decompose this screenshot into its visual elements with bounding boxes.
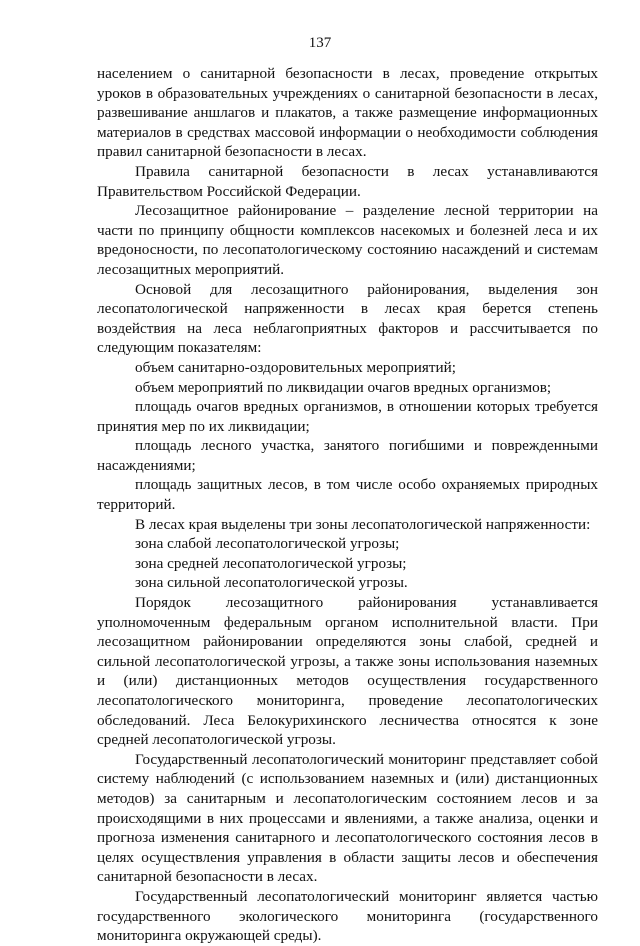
paragraph-zoning-basis: Основой для лесозащитного районирования, выделения зон лесопатологической напряженности в лесах края берется степень воздействия на леса неблагоприятных факторов и рассчитывается по следующим показателям: <box>97 280 598 357</box>
list-item: зона слабой лесопатологической угрозы; <box>135 535 400 553</box>
paragraph-monitoring-definition: Государственный лесопатологический мониторинг представляет собой систему наблюдений (с использованием наземных и (или) дистанционных методов) за санитарным и лесопатологическим состоянием лесов и за происходящими в них процессами и явлениями, а также анализа, оценки и прогноза изменения санитарного и лесопатологического состояния лесов в целях осуществления управления в области защиты лесов и обеспечения санитарной безопасности в лесах. <box>97 750 598 886</box>
list-item: площадь лесного участка, занятого погибшими и поврежденными насаждениями; <box>97 437 598 474</box>
paragraph-zoning-definition: Лесозащитное районирование – разделение лесной территории на части по принципу общности комплексов насекомых и болезней леса и их вредоносности, по лесопатологическому состоянию насаждений и системам лесозащитных мероприятий. <box>97 202 598 278</box>
list-item: объем мероприятий по ликвидации очагов вредных организмов; <box>135 378 552 396</box>
list-item: объем санитарно-оздоровительных мероприятий; <box>135 358 457 376</box>
paragraph-sanitary-rules: Правила санитарной безопасности в лесах устанавливаются Правительством Российской Федерации. <box>97 162 598 200</box>
list-item: зона сильной лесопатологической угрозы. <box>135 574 408 592</box>
document-body <box>97 64 598 946</box>
paragraph-monitoring-part: Государственный лесопатологический мониторинг является частью государственного экологического мониторинга (государственного мониторинга окружающей среды). <box>97 887 598 945</box>
page-number: 137 <box>308 35 332 51</box>
list-item: зона средней лесопатологической угрозы; <box>135 554 407 572</box>
list-item: площадь очагов вредных организмов, в отношении которых требуется принятия мер по их ликвидации; <box>97 398 598 435</box>
paragraph-three-zones: В лесах края выделены три зоны лесопатологической напряженности: <box>135 515 591 533</box>
paragraph-intro-continuation: населением о санитарной безопасности в лесах, проведение открытых уроков в образовательных учреждениях о санитарной безопасности в лесах, развешивание аншлагов и плакатов, а также размещение информационных материалов в средствах массовой информации о необходимости соблюдения правил санитарной безопасности в лесах. <box>97 65 598 161</box>
paragraph-zoning-procedure: Порядок лесозащитного районирования устанавливается уполномоченным федеральным органом исполнительной власти. При лесозащитном районировании определяются зоны слабой, средней и сильной лесопатологической угрозы, а также зоны использования наземных и (или) дистанционных методов осуществления государственного лесопатологического мониторинга, проведение лесопатологических обследований. Леса Белокурихинского лесничества относятся к зоне средней лесопатологической угрозы. <box>97 594 598 749</box>
list-item: площадь защитных лесов, в том числе особо охраняемых природных территорий. <box>97 476 598 514</box>
